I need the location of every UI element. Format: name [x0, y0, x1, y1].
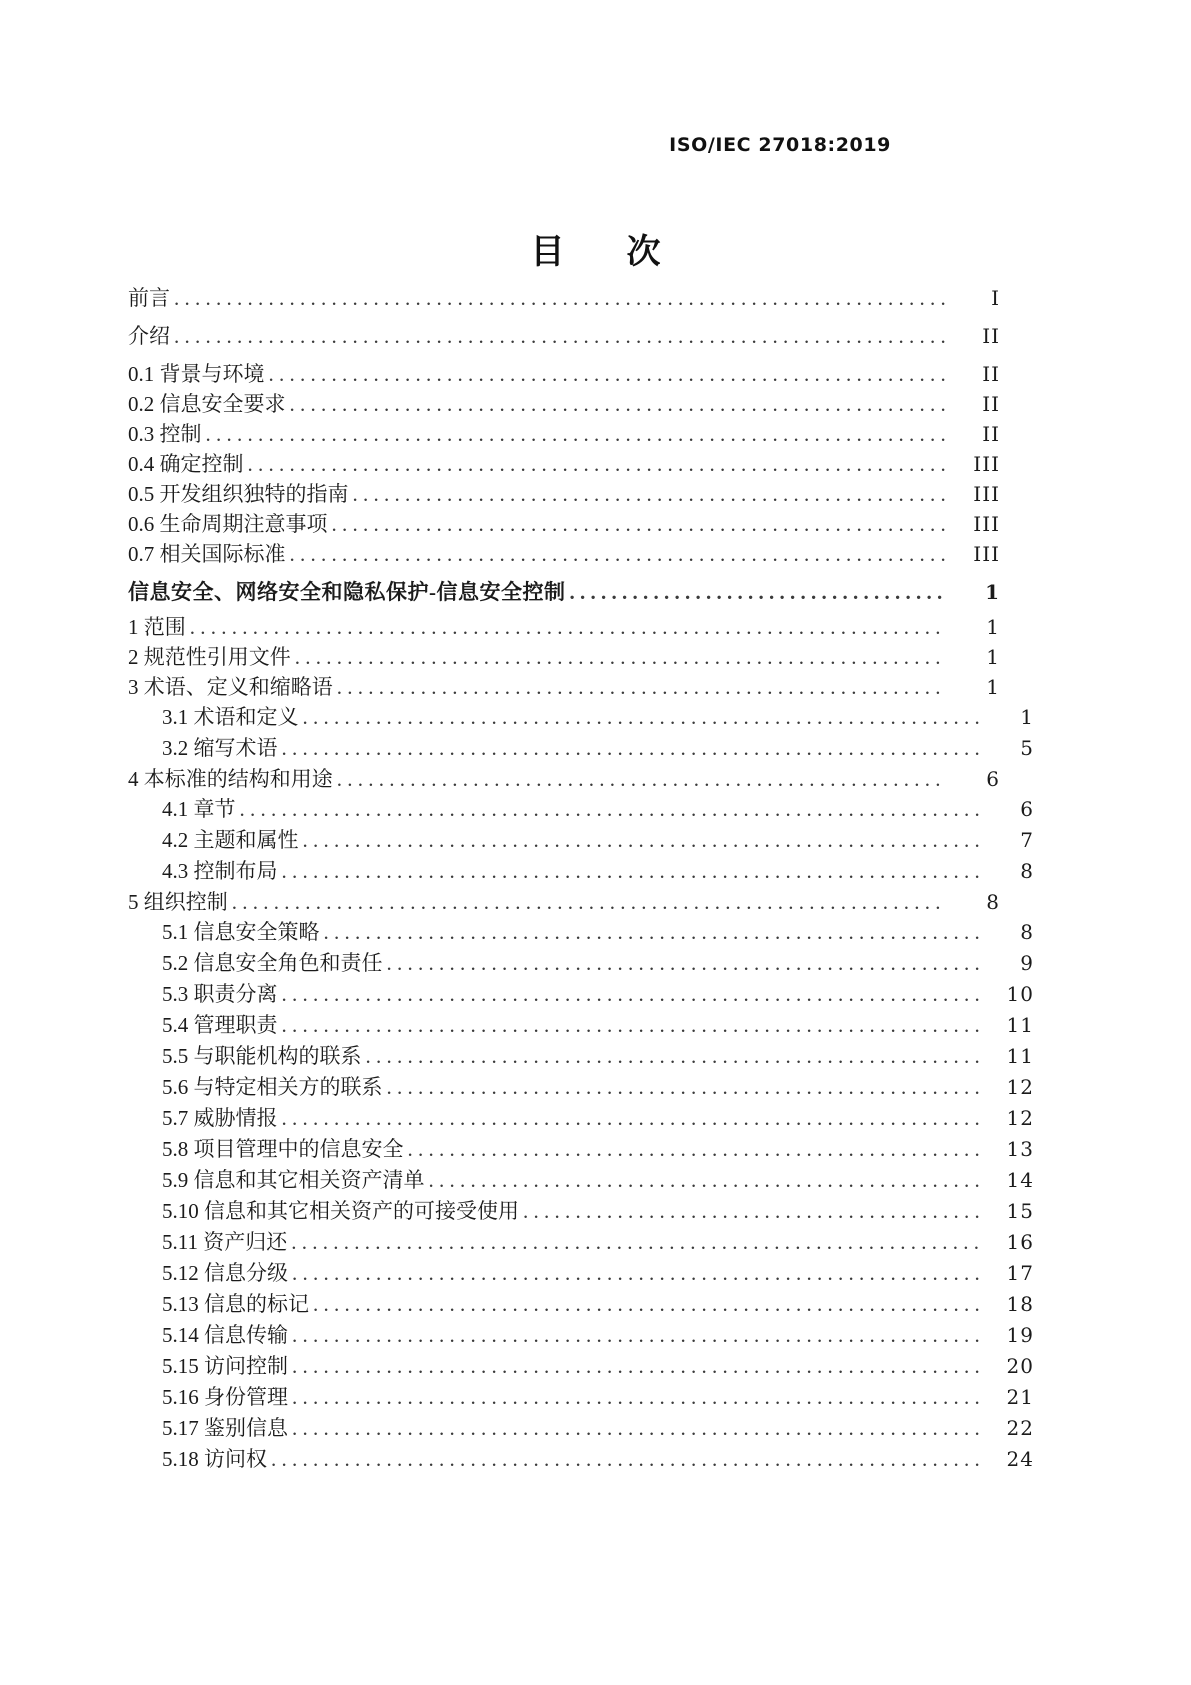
toc-subentry[interactable]	[128, 1232, 1034, 1253]
toc-entry-page-number: 1	[986, 675, 1000, 699]
toc-entry-label: 5.2 信息安全角色和责任	[162, 951, 383, 975]
toc-entry-label: 5 组织控制	[128, 890, 228, 914]
toc-entry-page-number: 1	[986, 645, 1000, 669]
toc-leader-dots	[282, 1015, 981, 1036]
toc-entry-page-number: II	[982, 422, 1000, 446]
toc-subentry[interactable]	[128, 1325, 1034, 1346]
toc-subentry[interactable]	[128, 953, 1034, 974]
toc-entry-front[interactable]	[128, 288, 1000, 309]
toc-entry-label: 4.2 主题和属性	[162, 828, 299, 852]
toc-leader-dots	[324, 922, 981, 943]
toc-entry-label: 5.9 信息和其它相关资产清单	[162, 1168, 425, 1192]
toc-entry-page-number: 18	[1006, 1292, 1034, 1316]
toc-subentry[interactable]	[128, 1263, 1034, 1284]
toc-entry-page-number: 21	[1006, 1385, 1034, 1409]
toc-entry-page-number: 8	[986, 890, 1000, 914]
toc-subentry[interactable]	[128, 1139, 1034, 1160]
toc-entry-label: 3 术语、定义和缩略语	[128, 675, 333, 699]
toc-leader-dots	[387, 1077, 981, 1098]
toc-subentry[interactable]	[128, 1108, 1034, 1129]
toc-leader-dots	[332, 514, 947, 535]
toc-entry-label: 5.15 访问控制	[162, 1354, 288, 1378]
toc-subentry[interactable]	[128, 1418, 1034, 1439]
toc-entry-page-number: III	[973, 482, 1000, 506]
toc-entry-page-number: II	[982, 392, 1000, 416]
toc-subentry[interactable]	[128, 1170, 1034, 1191]
toc-leader-dots	[408, 1139, 981, 1160]
toc-entry-label: 3.1 术语和定义	[162, 705, 299, 729]
toc-entry-page-number: 1	[1020, 705, 1034, 729]
toc-leader-dots	[232, 892, 946, 913]
toc-entry[interactable]	[128, 769, 1000, 790]
toc-leader-dots	[282, 1108, 981, 1129]
toc-leader-dots	[292, 1325, 980, 1346]
toc-entry-page-number: 1	[985, 580, 1000, 604]
toc-leader-dots	[269, 364, 947, 385]
toc-subentry[interactable]	[128, 1077, 1034, 1098]
toc-entry-label: 信息安全、网络安全和隐私保护-信息安全控制	[128, 580, 566, 604]
toc-leader-dots	[190, 617, 946, 638]
running-header-standard-ref: ISO/IEC 27018:2019	[669, 134, 891, 156]
toc-leader-dots	[429, 1170, 981, 1191]
toc-entry-page-number: 19	[1006, 1323, 1034, 1347]
toc-entry-page-number: 9	[1020, 951, 1034, 975]
toc-entry-label: 0.6 生命周期注意事项	[128, 512, 328, 536]
toc-entry-page-number: 15	[1006, 1199, 1034, 1223]
toc-entry-label: 5.14 信息传输	[162, 1323, 288, 1347]
toc-entry-label: 5.12 信息分级	[162, 1261, 288, 1285]
toc-section-title[interactable]	[128, 582, 1000, 603]
toc-leader-dots	[366, 1046, 981, 1067]
toc-entry-label: 5.17 鉴别信息	[162, 1416, 288, 1440]
toc-entry[interactable]	[128, 424, 1000, 445]
toc-entry-label: 5.11 资产归还	[162, 1230, 288, 1254]
toc-leader-dots	[292, 1418, 980, 1439]
toc-subentry[interactable]	[128, 707, 1034, 728]
toc-leader-dots	[291, 1232, 980, 1253]
toc-entry-label: 5.8 项目管理中的信息安全	[162, 1137, 404, 1161]
toc-entry-page-number: 17	[1006, 1261, 1034, 1285]
toc-subentry[interactable]	[128, 799, 1034, 820]
toc-subentry[interactable]	[128, 1356, 1034, 1377]
toc-leader-dots	[282, 861, 981, 882]
toc-entry-label: 5.4 管理职责	[162, 1013, 278, 1037]
toc-entry-page-number: III	[973, 512, 1000, 536]
toc-leader-dots	[337, 769, 946, 790]
toc-subentry[interactable]	[128, 922, 1034, 943]
toc-leader-dots	[523, 1201, 980, 1222]
toc-entry-page-number: 13	[1006, 1137, 1034, 1161]
toc-leader-dots	[174, 326, 946, 347]
toc-entry-page-number: 5	[1020, 736, 1034, 760]
toc-entry[interactable]	[128, 394, 1000, 415]
toc-entry[interactable]	[128, 892, 1000, 913]
toc-entry-label: 1 范围	[128, 615, 186, 639]
toc-entry[interactable]	[128, 647, 1000, 668]
toc-entry-label: 5.6 与特定相关方的联系	[162, 1075, 383, 1099]
toc-entry-page-number: III	[973, 452, 1000, 476]
toc-entry[interactable]	[128, 454, 1000, 475]
toc-entry-page-number: 10	[1006, 982, 1034, 1006]
toc-leader-dots	[292, 1263, 980, 1284]
toc-entry-label: 4.1 章节	[162, 797, 236, 821]
toc-entry-label: 4 本标准的结构和用途	[128, 767, 333, 791]
toc-entry-label: 5.18 访问权	[162, 1447, 267, 1471]
toc-entry[interactable]	[128, 514, 1000, 535]
toc-entry-page-number: II	[982, 324, 1000, 348]
toc-entry[interactable]	[128, 484, 1000, 505]
toc-entry-label: 4.3 控制布局	[162, 859, 278, 883]
toc-entry-page-number: 7	[1020, 828, 1034, 852]
toc-leader-dots	[292, 1387, 980, 1408]
table-of-contents	[128, 286, 1034, 1480]
toc-entry-label: 前言	[128, 286, 170, 310]
toc-entry-page-number: 6	[986, 767, 1000, 791]
toc-entry[interactable]	[128, 364, 1000, 385]
toc-entry-page-number: 11	[1006, 1044, 1034, 1068]
toc-subentry[interactable]	[128, 1294, 1034, 1315]
toc-leader-dots	[282, 738, 981, 759]
toc-subentry[interactable]	[128, 1046, 1034, 1067]
toc-entry-label: 5.10 信息和其它相关资产的可接受使用	[162, 1199, 519, 1223]
page-title: 目 次	[530, 232, 675, 272]
toc-entry-label: 2 规范性引用文件	[128, 645, 291, 669]
toc-subentry[interactable]	[128, 984, 1034, 1005]
toc-subentry[interactable]	[128, 1449, 1034, 1470]
toc-leader-dots	[290, 544, 947, 565]
toc-entry-label: 0.1 背景与环境	[128, 362, 265, 386]
toc-leader-dots	[240, 799, 981, 820]
toc-entry-page-number: II	[982, 362, 1000, 386]
toc-leader-dots	[290, 394, 947, 415]
toc-entry-front[interactable]	[128, 326, 1000, 347]
toc-subentry[interactable]	[128, 738, 1034, 759]
toc-entry-page-number: 20	[1006, 1354, 1034, 1378]
toc-subentry[interactable]	[128, 1015, 1034, 1036]
toc-leader-dots	[353, 484, 947, 505]
toc-entry-page-number: III	[973, 542, 1000, 566]
toc-entry-label: 5.13 信息的标记	[162, 1292, 309, 1316]
toc-entry-label: 0.4 确定控制	[128, 452, 244, 476]
toc-entry[interactable]	[128, 677, 1000, 698]
toc-leader-dots	[206, 424, 947, 445]
toc-entry-label: 5.16 身份管理	[162, 1385, 288, 1409]
toc-leader-dots	[313, 1294, 980, 1315]
toc-entry-page-number: 1	[986, 615, 1000, 639]
toc-leader-dots	[570, 582, 947, 603]
toc-entry-page-number: 14	[1006, 1168, 1034, 1192]
toc-entry-label: 3.2 缩写术语	[162, 736, 278, 760]
toc-subentry[interactable]	[128, 861, 1034, 882]
toc-leader-dots	[174, 288, 946, 309]
toc-entry-label: 0.7 相关国际标准	[128, 542, 286, 566]
toc-entry-page-number: 22	[1006, 1416, 1034, 1440]
toc-entry-page-number: 8	[1020, 859, 1034, 883]
toc-entry-label: 5.3 职责分离	[162, 982, 278, 1006]
toc-entry-label: 0.2 信息安全要求	[128, 392, 286, 416]
toc-leader-dots	[271, 1449, 980, 1470]
toc-entry-label: 0.3 控制	[128, 422, 202, 446]
toc-leader-dots	[303, 830, 981, 851]
toc-leader-dots	[387, 953, 981, 974]
toc-entry-label: 0.5 开发组织独特的指南	[128, 482, 349, 506]
toc-entry-label: 5.1 信息安全策略	[162, 920, 320, 944]
toc-entry-page-number: 12	[1006, 1075, 1034, 1099]
toc-entry-page-number: 8	[1020, 920, 1034, 944]
toc-subentry[interactable]	[128, 1201, 1034, 1222]
toc-entry-page-number: I	[991, 286, 1000, 310]
toc-leader-dots	[248, 454, 947, 475]
toc-leader-dots	[295, 647, 946, 668]
toc-leader-dots	[282, 984, 981, 1005]
toc-entry[interactable]	[128, 544, 1000, 565]
toc-entry-page-number: 16	[1006, 1230, 1034, 1254]
toc-subentry[interactable]	[128, 1387, 1034, 1408]
toc-leader-dots	[292, 1356, 980, 1377]
toc-entry-page-number: 6	[1020, 797, 1034, 821]
toc-entry-page-number: 12	[1006, 1106, 1034, 1130]
toc-entry-label: 5.5 与职能机构的联系	[162, 1044, 362, 1068]
toc-leader-dots	[303, 707, 981, 728]
toc-leader-dots	[337, 677, 946, 698]
toc-entry-label: 介绍	[128, 324, 170, 348]
toc-entry-page-number: 11	[1006, 1013, 1034, 1037]
toc-entry-label: 5.7 威胁情报	[162, 1106, 278, 1130]
toc-entry-page-number: 24	[1006, 1447, 1034, 1471]
toc-subentry[interactable]	[128, 830, 1034, 851]
toc-entry[interactable]	[128, 617, 1000, 638]
